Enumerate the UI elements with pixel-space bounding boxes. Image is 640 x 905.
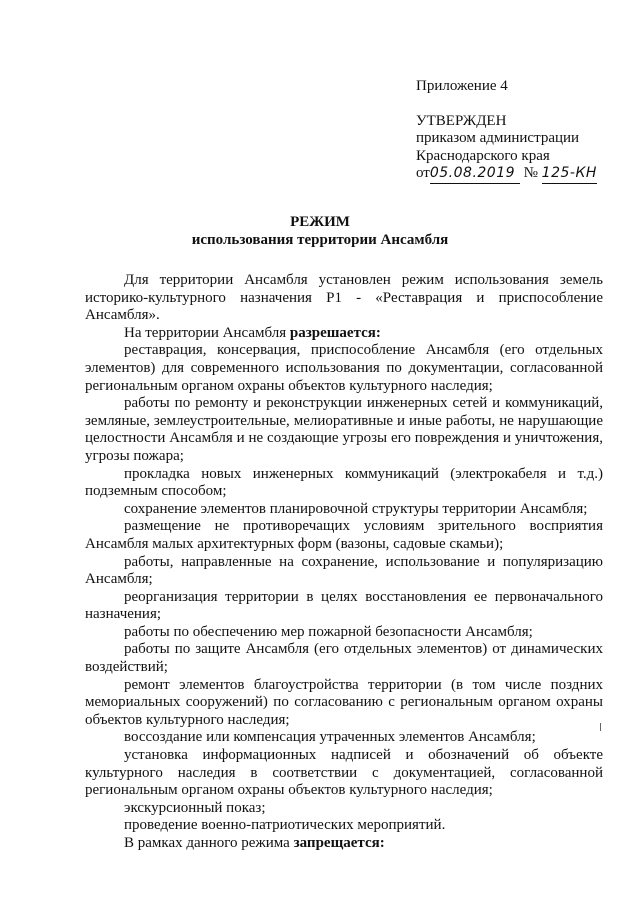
list-item: установка информационных надписей и обозначений об объекте культурного наследия в соответствии с документацией, согласованной региональным органом охраны объектов культурного наследия; bbox=[85, 747, 603, 799]
allowed-prefix: На территории Ансамбля bbox=[124, 324, 290, 341]
date-line bbox=[416, 165, 616, 184]
list-item: экскурсионный показ; bbox=[124, 799, 266, 816]
order-label: приказом администрации bbox=[416, 130, 580, 147]
forbidden-bold: запрещается: bbox=[293, 835, 385, 851]
page-subtitle: использования территории Ансамбля bbox=[191, 231, 449, 248]
margin-mark bbox=[600, 723, 601, 731]
list-item: воссоздание или компенсация утраченных элементов Ансамбля; bbox=[124, 729, 536, 746]
forbidden-prefix: В рамках данного режима bbox=[124, 835, 294, 851]
list-item: работы по защите Ансамбля (его отдельных элементов) от динамических воздействий; bbox=[85, 641, 603, 676]
date-prefix: от bbox=[416, 165, 430, 182]
list-item: размещение не противоречащих условиям зрительного восприятия Ансамбля малых архитектурных форм (вазоны, садовые скамьи); bbox=[85, 518, 603, 552]
list-item: проведение военно-патриотических мероприятий. bbox=[124, 817, 446, 834]
list-item: реорганизация территории в целях восстановления ее первоначального назначения; bbox=[85, 588, 603, 623]
list-item: сохранение элементов планировочной структуры территории Ансамбля; bbox=[124, 500, 588, 517]
list-item: работы, направленные на сохранение, использование и популяризацию Ансамбля; bbox=[85, 553, 603, 588]
forbidden-heading bbox=[85, 835, 603, 853]
document-heading bbox=[0, 214, 640, 249]
allowed-heading bbox=[85, 325, 603, 343]
approval-block bbox=[416, 78, 616, 184]
list-item: работы по ремонту и реконструкции инженерных сетей и коммуникаций, земляные, землеустроительные, мелиоративные и иные работы, не нарушающие целостности Ансамбля и не создающие угрозы его повреждения и уничтожения, угрозы пожара; bbox=[85, 395, 603, 464]
document-body bbox=[85, 272, 603, 853]
number-prefix: № bbox=[523, 165, 538, 182]
intro-paragraph: Для территории Ансамбля установлен режим использования земель историко-культурного назначения Р1 - «Реставрация и приспособление Ансамбля». bbox=[85, 272, 603, 324]
allowed-bold: разрешается: bbox=[289, 324, 381, 341]
list-item: работы по обеспечению мер пожарной безопасности Ансамбля; bbox=[124, 623, 533, 640]
list-item: реставрация, консервация, приспособление Ансамбля (его отдельных элементов) для современного использования по документации, согласованной региональным органом охраны объектов культурного наследия; bbox=[85, 342, 603, 394]
region-label: Краснодарского края bbox=[416, 147, 550, 164]
appendix-label: Приложение 4 bbox=[416, 78, 508, 94]
list-item: прокладка новых инженерных коммуникаций (электрокабеля и т.д.) подземным способом; bbox=[85, 465, 603, 500]
page-title: РЕЖИМ bbox=[290, 214, 350, 230]
approved-label: УТВЕРЖДЕН bbox=[416, 112, 507, 129]
list-item: ремонт элементов благоустройства территории (в том числе поздних мемориальных сооружений) по согласованию с региональным органом охраны объектов культурного наследия; bbox=[85, 676, 603, 728]
handwritten-number: 125-КН bbox=[542, 165, 597, 184]
handwritten-date: 05.08.2019 bbox=[430, 165, 520, 184]
